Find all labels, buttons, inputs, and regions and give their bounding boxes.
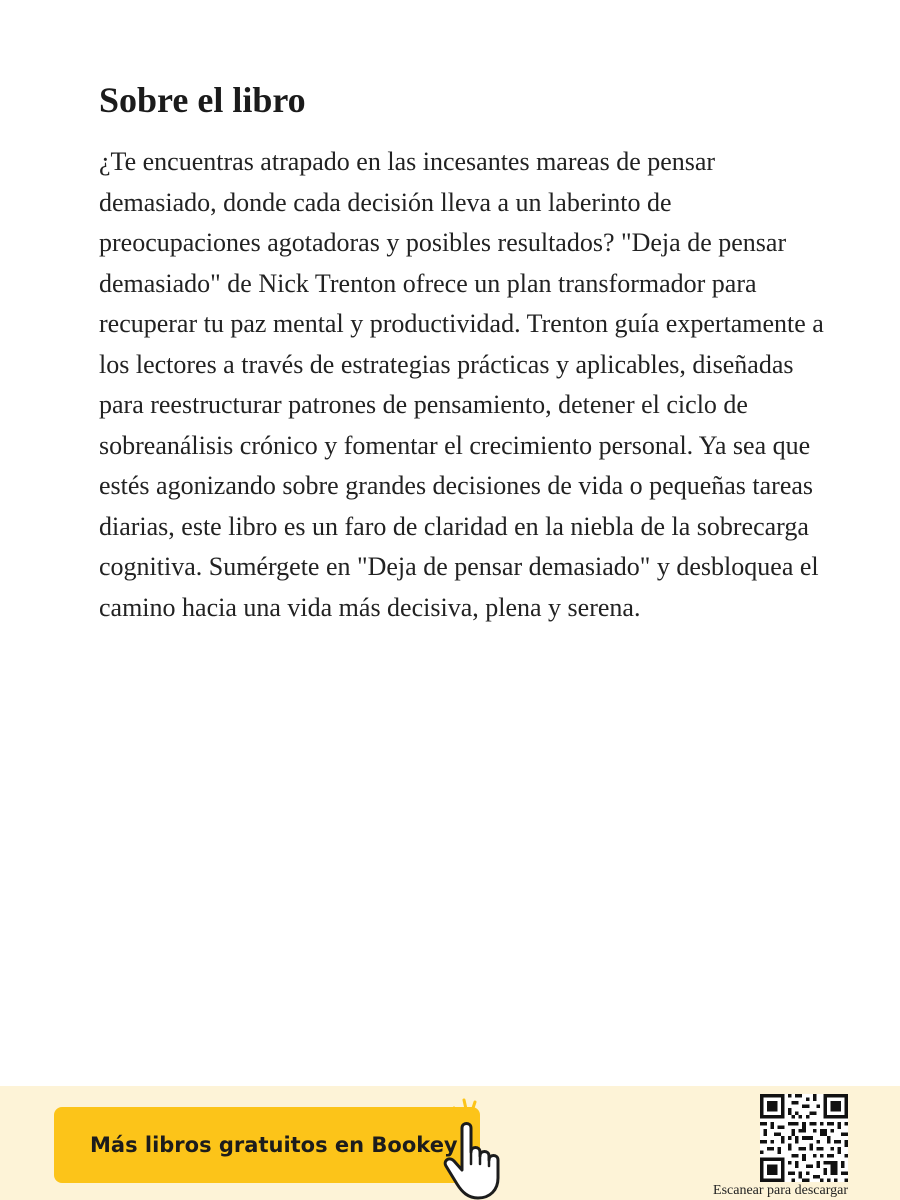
scan-to-download-label: Escanear para descargar bbox=[713, 1183, 848, 1198]
promo-footer bbox=[0, 1086, 900, 1200]
more-free-books-button[interactable] bbox=[54, 1107, 480, 1183]
qr-code-icon bbox=[760, 1094, 848, 1182]
book-description: ¿Te encuentras atrapado en las incesantes mareas de pensar demasiado, donde cada decisión lleva a un laberinto de preocupaciones agotadoras y posibles resultados? "Deja de pensar demasiado" de Nick Trenton ofrece un plan transformador para recuperar tu paz mental y productividad. Trenton guía expertamente a los lectores a través de estrategias prácticas y aplicables, diseñadas para reestructurar patrones de pensamiento, detener el ciclo de sobreanálisis crónico y fomentar el crecimiento personal. Ya sea que estés agonizando sobre grandes decisiones de vida o pequeñas tareas diarias, este libro es un faro de claridad en la niebla de la sobrecarga cognitiva. Sumérgete en "Deja de pensar demasiado" y desbloquea el camino hacia una vida más decisiva, plena y serena. bbox=[99, 147, 824, 622]
more-free-books-label: Más libros gratuitos en Bookey bbox=[90, 1133, 458, 1157]
pointing-hand-icon bbox=[440, 1094, 524, 1200]
section-title: Sobre el libro bbox=[99, 80, 306, 120]
book-description-section bbox=[99, 78, 829, 628]
